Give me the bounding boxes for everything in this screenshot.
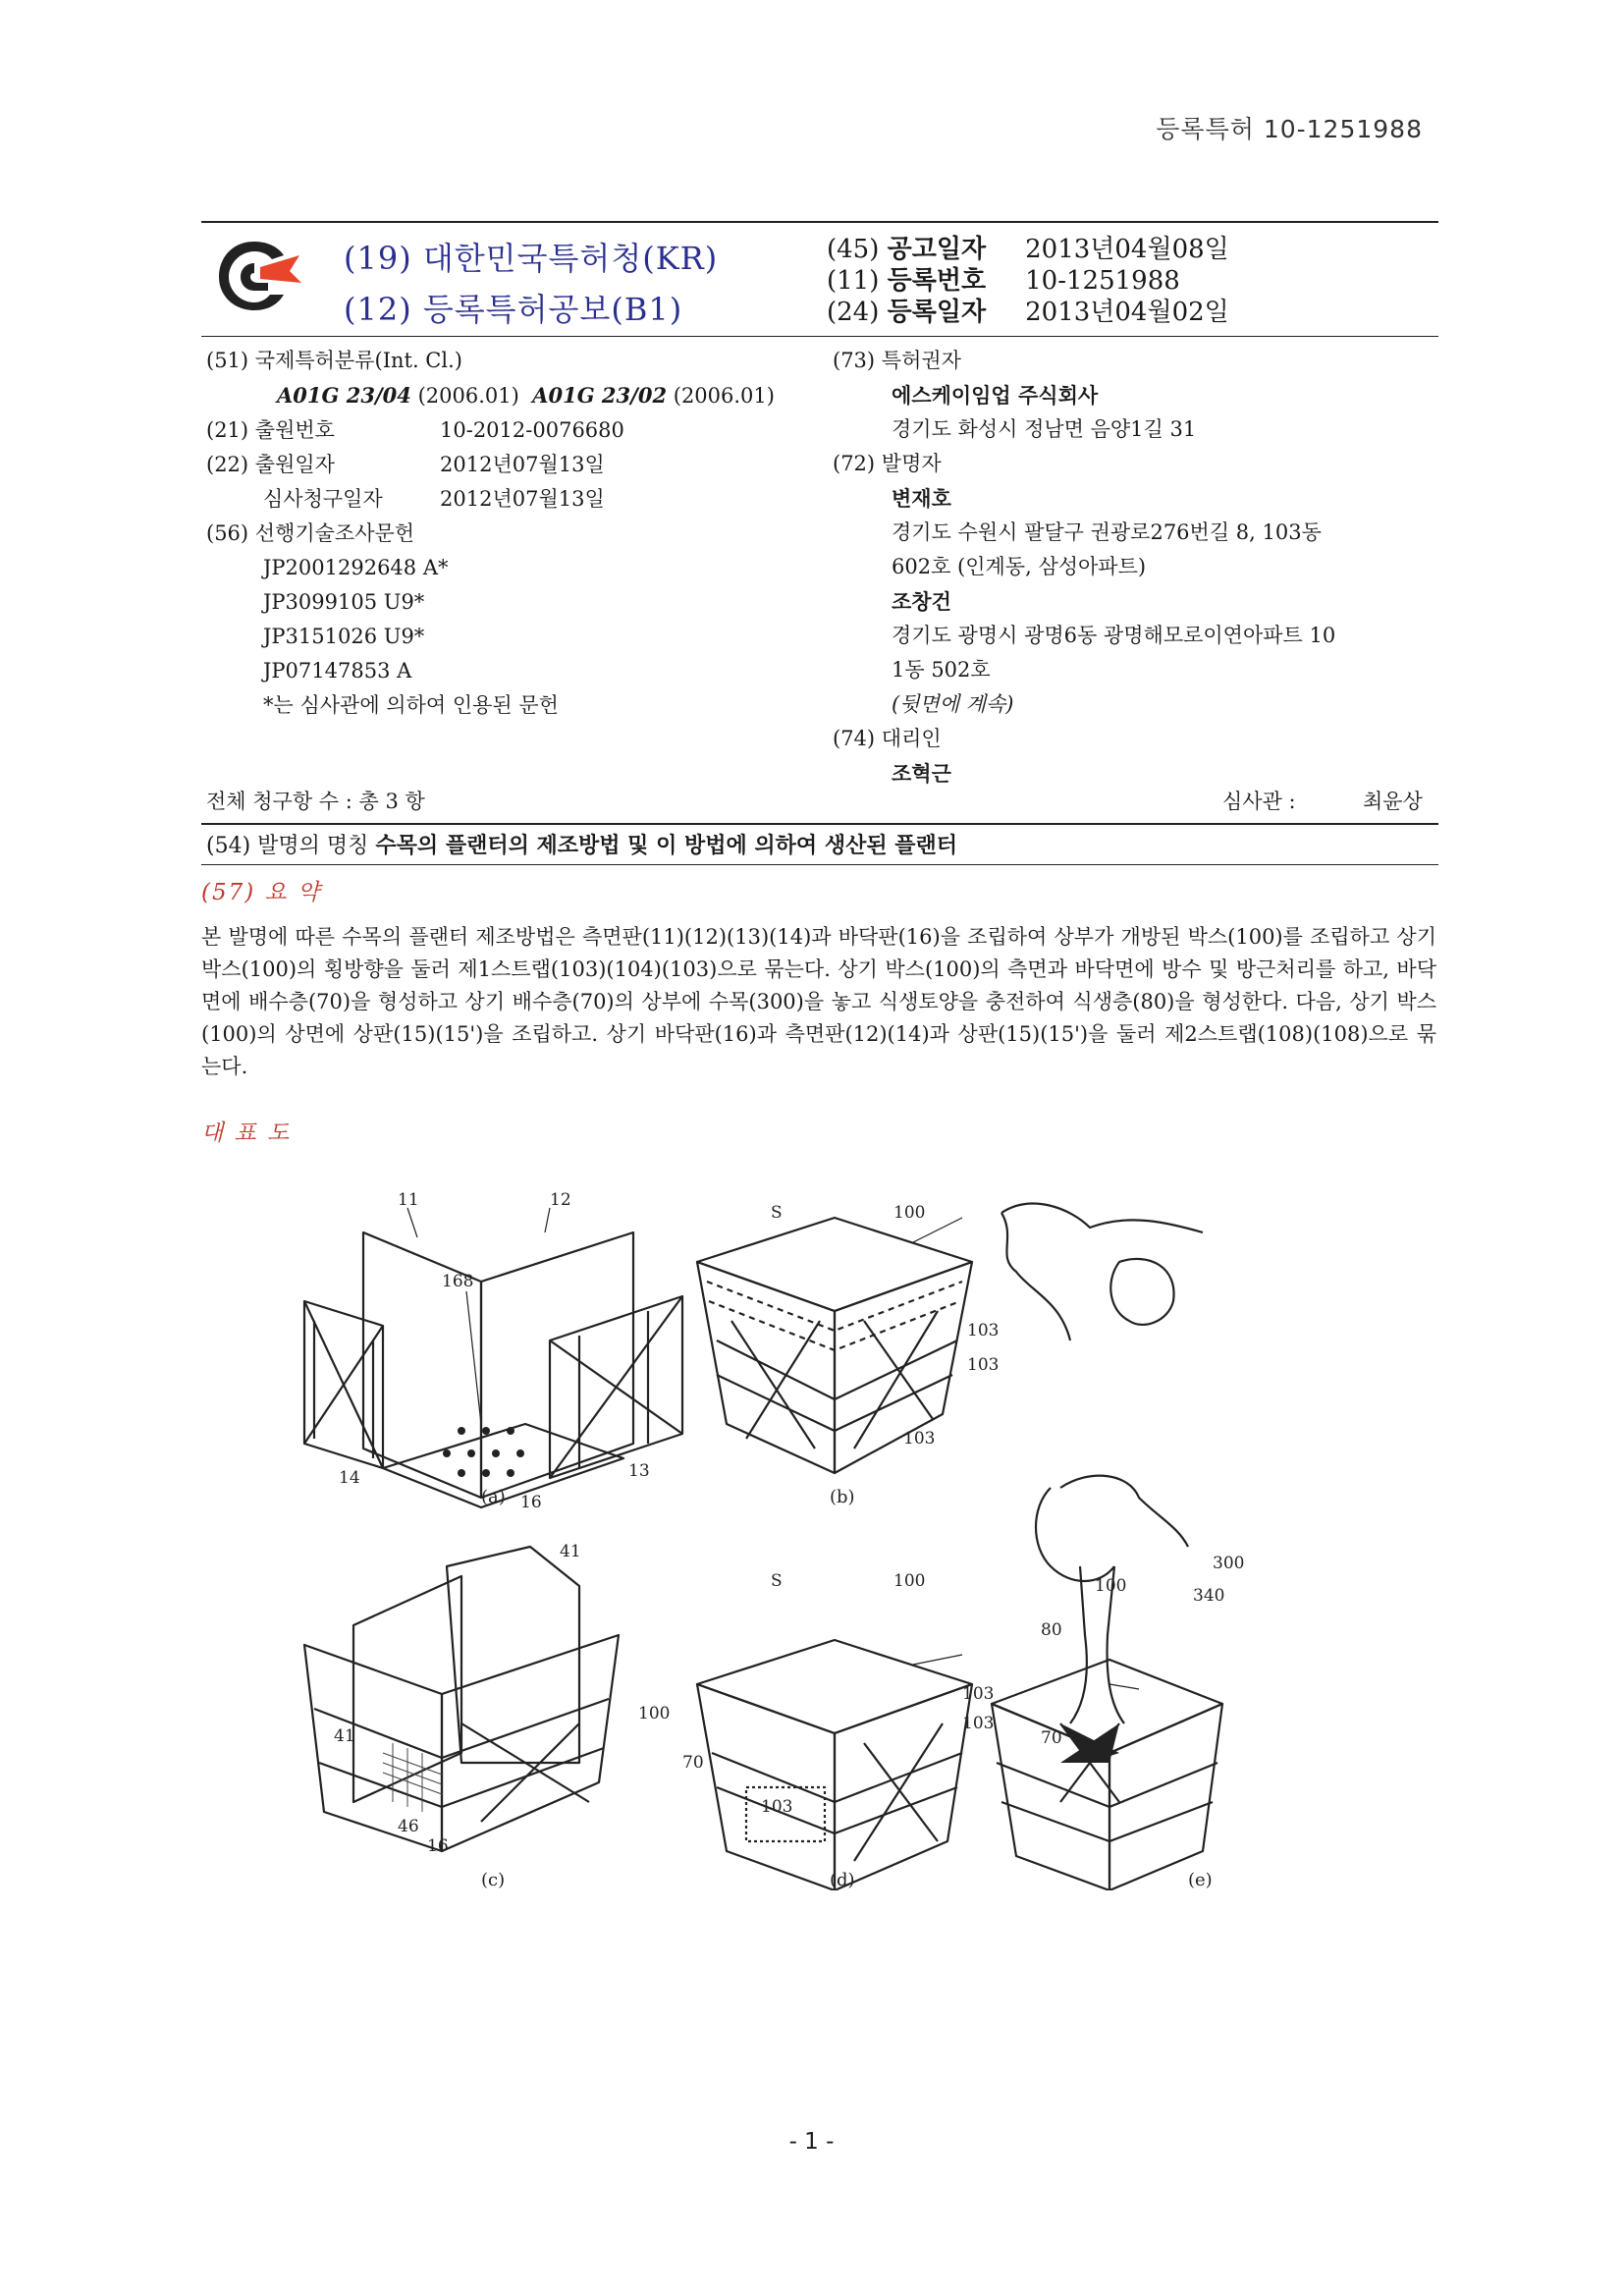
label-s-b: S <box>771 1203 783 1223</box>
label-80: 80 <box>1041 1620 1062 1640</box>
figure-heading: 대 표 도 <box>201 1121 292 1146</box>
kipo-logo-icon <box>211 234 304 317</box>
label-13: 13 <box>628 1461 650 1481</box>
prior-art-note: *는 심사관에 의하여 인용된 문헌 <box>263 693 559 717</box>
label-103-d1: 103 <box>962 1684 995 1704</box>
label-46: 46 <box>398 1817 419 1836</box>
caption-d: (d) <box>830 1870 855 1890</box>
exam-date-row: 심사청구일자 2012년07월13일 <box>263 487 605 511</box>
abstract-text: 본 발명에 따른 수목의 플랜터 제조방법은 측면판(11)(12)(13)(14)과 바닥판(16)을 조립하여 상부가 개방된 박스(100)를 조립하고 상기 박스(100)의 횡방향을 둘러 제1스트랩(103)(104)(103)으로 묶는다. 상기 박스(100)의 측면과 바닥면에 방수 및 방근처리를 하고, 바닥면에 배수층(70)을 형성하고 상기 배수층(70)의 상부에 수목(300)을 놓고 식생토양을 충전하여 식생층(80)을 형성한다. 다음, 상기 박스(100)의 상면에 상판(15)(15')을 조립하고. 상기 바닥판(16)과 측면판(12)(14)과 상판(15)(15')을 둘러 제2스트랩(108)(108)으로 묶는다. <box>201 925 1436 1078</box>
owner-title: (73) 특허권자 <box>833 349 961 372</box>
inventor-2-address: 경기도 광명시 광명6동 광명해모로이연아파트 10 <box>892 624 1336 647</box>
prior-art-item: JP3099105 U9* <box>263 590 425 614</box>
agent-name: 조혁근 <box>892 761 951 786</box>
figure-d-drawing <box>697 1640 972 1890</box>
label-41-c1: 41 <box>560 1542 581 1561</box>
page-number: - 1 - <box>788 2129 835 2155</box>
top-rule <box>201 221 1438 223</box>
claims-total: 전체 청구항 수 : 총 3 항 <box>206 790 425 813</box>
figure-c-drawing <box>304 1547 619 1851</box>
label-168: 168 <box>442 1272 474 1291</box>
ipc-codes <box>206 378 795 413</box>
label-12: 12 <box>550 1190 571 1210</box>
label-16: 16 <box>520 1493 542 1512</box>
ipc-year-1: (2006.01) <box>417 384 519 408</box>
title-top-rule <box>201 823 1438 825</box>
invention-title: 수목의 플랜터의 제조방법 및 이 방법에 의하여 생산된 플랜터 <box>375 833 957 858</box>
label-103-b3: 103 <box>903 1429 936 1449</box>
inventor-1-address: 경기도 수원시 팔달구 권광로276번길 8, 103동 <box>892 520 1322 544</box>
label-103-b1: 103 <box>967 1321 1000 1340</box>
office-country-line: (19) 대한민국특허청(KR) <box>344 240 719 277</box>
pub-date-row: (45) 공고일자 2013년04월08일 <box>827 235 1229 264</box>
label-14: 14 <box>339 1468 360 1488</box>
label-s-d: S <box>771 1571 783 1591</box>
ipc-code-1: A01G 23/04 <box>277 383 411 408</box>
label-100-d: 100 <box>893 1571 926 1591</box>
label-103-d2: 103 <box>962 1714 995 1733</box>
continued-note: (뒷면에 계속) <box>892 692 1014 716</box>
label-41-c2: 41 <box>334 1726 355 1746</box>
label-100-b: 100 <box>893 1203 926 1223</box>
invention-title-row <box>206 829 957 859</box>
owner-name: 에스케이임업 주식회사 <box>892 383 1099 408</box>
label-16-c: 16 <box>427 1836 449 1856</box>
label-100-e: 100 <box>1095 1576 1127 1596</box>
title-bottom-rule <box>201 864 1438 865</box>
inventor-title: (72) 발명자 <box>833 452 942 475</box>
right-biblio <box>833 344 1441 791</box>
label-70-d: 70 <box>682 1753 704 1773</box>
invention-title-label: (54) 발명의 명칭 <box>206 834 369 858</box>
caption-c: (c) <box>481 1870 506 1890</box>
agent-title: (74) 대리인 <box>833 727 942 750</box>
reg-number-row: (11) 등록번호 10-1251988 <box>827 266 1180 296</box>
caption-e: (e) <box>1188 1870 1213 1890</box>
prior-art-item: JP3151026 U9* <box>263 625 425 648</box>
label-340: 340 <box>1193 1586 1225 1606</box>
publication-info <box>827 234 1229 328</box>
prior-art-item: JP2001292648 A* <box>263 556 449 579</box>
owner-address: 경기도 화성시 정남면 음양1길 31 <box>892 417 1197 441</box>
left-biblio <box>206 344 795 723</box>
examiner-label: 심사관 : <box>1222 790 1296 813</box>
ipc-year-2: (2006.01) <box>673 384 775 408</box>
label-100-c: 100 <box>638 1704 671 1723</box>
abstract-heading: (57) 요 약 <box>201 880 322 905</box>
document-number: 등록특허 10-1251988 <box>1156 115 1423 143</box>
representative-figure <box>285 1174 1345 1890</box>
ipc-code-2: A01G 23/02 <box>532 383 668 408</box>
prior-art-item: JP07147853 A <box>263 659 412 683</box>
examiner-name: 최윤상 <box>1363 790 1423 813</box>
figure-a-drawing <box>304 1232 682 1507</box>
header-rule <box>201 336 1438 337</box>
label-103-b2: 103 <box>967 1355 1000 1375</box>
inventor-2-name: 조창건 <box>892 589 951 614</box>
figure-e-drawing <box>992 1204 1225 1890</box>
label-300: 300 <box>1213 1554 1245 1573</box>
app-number-row: (21) 출원번호 10-2012-0076680 <box>206 418 624 442</box>
prior-art-title: (56) 선행기술조사문헌 <box>206 521 415 545</box>
caption-b: (b) <box>830 1487 855 1507</box>
app-date-row: (22) 출원일자 2012년07월13일 <box>206 453 605 476</box>
caption-a: (a) <box>481 1487 506 1507</box>
inventor-1-name: 변재호 <box>892 486 951 511</box>
ipc-title: (51) 국제특허분류(Int. Cl.) <box>206 349 462 372</box>
office-type-line: (12) 등록특허공보(B1) <box>344 291 683 328</box>
label-11: 11 <box>398 1190 419 1210</box>
inventor-2-address-2: 1동 502호 <box>892 658 991 682</box>
reg-date-row: (24) 등록일자 2013년04월02일 <box>827 298 1229 327</box>
inventor-1-address-2: 602호 (인계동, 삼성아파트) <box>892 555 1147 578</box>
label-70-e: 70 <box>1041 1728 1062 1748</box>
label-103-d3: 103 <box>761 1797 793 1817</box>
